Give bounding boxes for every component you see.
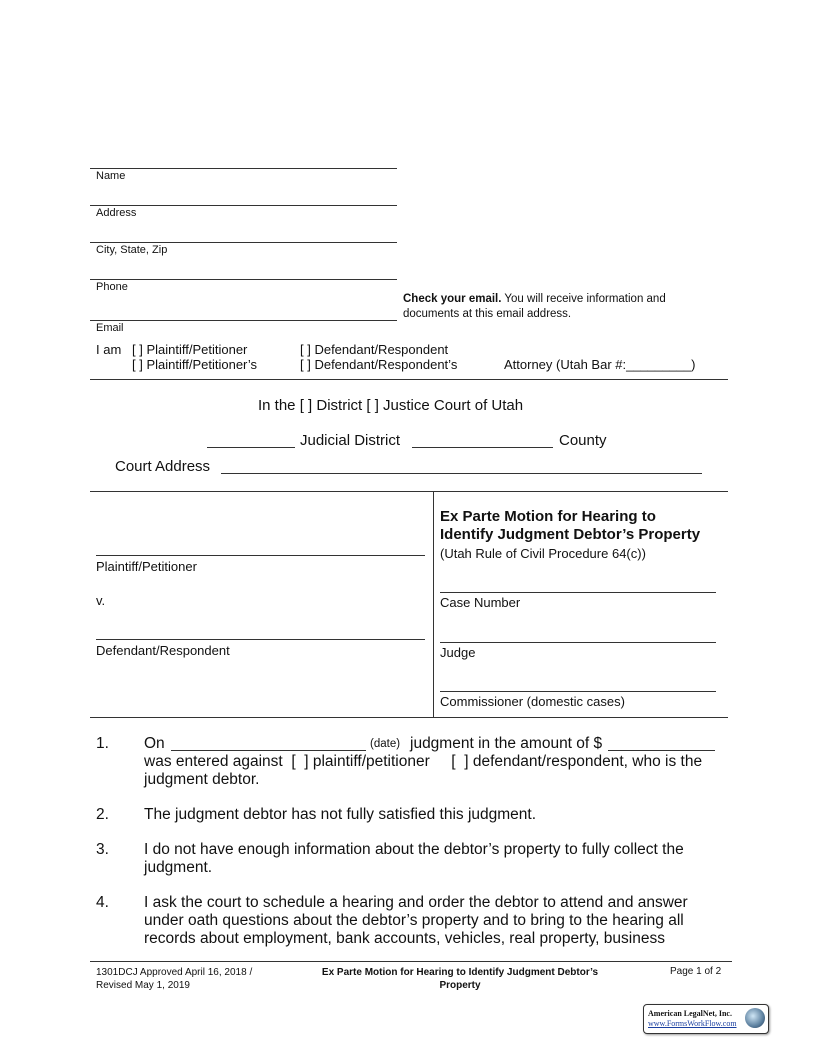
item-4-line3: records about employment, bank accounts, vehicles, real property, business (144, 930, 665, 947)
item-1-number: 1. (96, 735, 109, 752)
judgment-amount-line[interactable] (608, 750, 715, 751)
email-note-rest: You will receive information and (501, 293, 666, 305)
phone-line[interactable] (90, 279, 397, 280)
city-line[interactable] (90, 242, 397, 243)
logo-company-name: American LegalNet, Inc. (648, 1009, 732, 1018)
globe-icon (745, 1008, 765, 1028)
footer-title-line2: Property (439, 980, 481, 991)
county-line[interactable] (412, 447, 553, 448)
name-line[interactable] (90, 168, 397, 169)
footer-title (300, 966, 620, 992)
email-label: Email (96, 322, 124, 334)
item-1-on: On (144, 735, 165, 752)
footer-left-line1: 1301DCJ Approved April 16, 2018 / (96, 967, 253, 978)
item-3-line1: I do not have enough information about the debtor’s property to fully collect the (144, 841, 684, 858)
item-4-line2: under oath questions about the debtor’s property and to bring to the hearing all (144, 912, 684, 929)
footer-divider (90, 961, 732, 962)
item-2-text: The judgment debtor has not fully satisfied this judgment. (144, 806, 537, 823)
defendant-label: Defendant/Respondent (96, 643, 230, 658)
formsworkflow-logo[interactable] (643, 1004, 769, 1034)
i-am-label: I am (96, 342, 122, 357)
document-title-line2: Identify Judgment Debtor’s Property (440, 526, 701, 543)
address-line[interactable] (90, 205, 397, 206)
item-3-number: 3. (96, 841, 109, 858)
email-note-bold: Check your email. (403, 293, 502, 305)
phone-label: Phone (96, 281, 128, 293)
email-note-line2: documents at this email address. (403, 308, 572, 320)
commissioner-line[interactable] (440, 691, 716, 692)
footer-form-id (96, 966, 252, 992)
item-1-amount-text: judgment in the amount of $ (410, 735, 603, 752)
court-address-line[interactable] (221, 473, 702, 474)
page-number: Page 1 of 2 (670, 966, 722, 977)
item-4-line1: I ask the court to schedule a hearing and order the debtor to attend and answer (144, 894, 688, 911)
versus-label: v. (96, 593, 106, 608)
item-1-line3: judgment debtor. (144, 771, 260, 788)
commissioner-label: Commissioner (domestic cases) (440, 694, 625, 709)
header-divider (90, 379, 728, 380)
logo-website-link[interactable]: www.FormsWorkFlow.com (648, 1019, 737, 1028)
case-number-line[interactable] (440, 592, 716, 593)
county-label: County (559, 432, 607, 449)
city-label: City, State, Zip (96, 244, 168, 256)
email-note (403, 292, 703, 322)
caption-bottom-border (90, 717, 728, 718)
item-1-line2[interactable]: was entered against [ ] plaintiff/petitioner [ ] defendant/respondent, who is the (144, 753, 703, 770)
name-label: Name (96, 170, 126, 182)
checkbox-defendant[interactable]: [ ] Defendant/Respondent (300, 342, 449, 357)
attorney-bar-number[interactable]: Attorney (Utah Bar #:_________) (504, 357, 696, 372)
item-4-number: 4. (96, 894, 109, 911)
judicial-district-label: Judicial District (300, 432, 401, 449)
caption-divider (433, 491, 434, 717)
judgment-date-line[interactable] (171, 750, 366, 751)
email-line[interactable] (90, 320, 397, 321)
footer-left-line2: Revised May 1, 2019 (96, 980, 190, 991)
district-number-line[interactable] (207, 447, 295, 448)
court-type-line[interactable]: In the [ ] District [ ] Justice Court of Utah (258, 397, 524, 414)
judge-line[interactable] (440, 642, 716, 643)
defendant-name-line[interactable] (96, 639, 425, 640)
checkbox-plaintiff-attorney[interactable]: [ ] Plaintiff/Petitioner’s (132, 357, 258, 372)
item-3-line2: judgment. (144, 859, 213, 876)
plaintiff-label: Plaintiff/Petitioner (96, 559, 197, 574)
rule-citation: (Utah Rule of Civil Procedure 64(c)) (440, 546, 646, 561)
item-1-date-hint: (date) (370, 738, 401, 750)
court-address-label: Court Address (115, 458, 211, 475)
case-number-label: Case Number (440, 595, 521, 610)
footer-title-line1: Ex Parte Motion for Hearing to Identify Judgment Debtor’s (321, 967, 599, 978)
document-title-line1: Ex Parte Motion for Hearing to (440, 508, 656, 525)
checkbox-plaintiff[interactable]: [ ] Plaintiff/Petitioner (132, 342, 248, 357)
item-2-number: 2. (96, 806, 109, 823)
checkbox-defendant-attorney[interactable]: [ ] Defendant/Respondent’s (300, 357, 458, 372)
judge-label: Judge (440, 645, 476, 660)
address-label: Address (96, 207, 137, 219)
caption-top-border (90, 491, 728, 492)
plaintiff-name-line[interactable] (96, 555, 425, 556)
